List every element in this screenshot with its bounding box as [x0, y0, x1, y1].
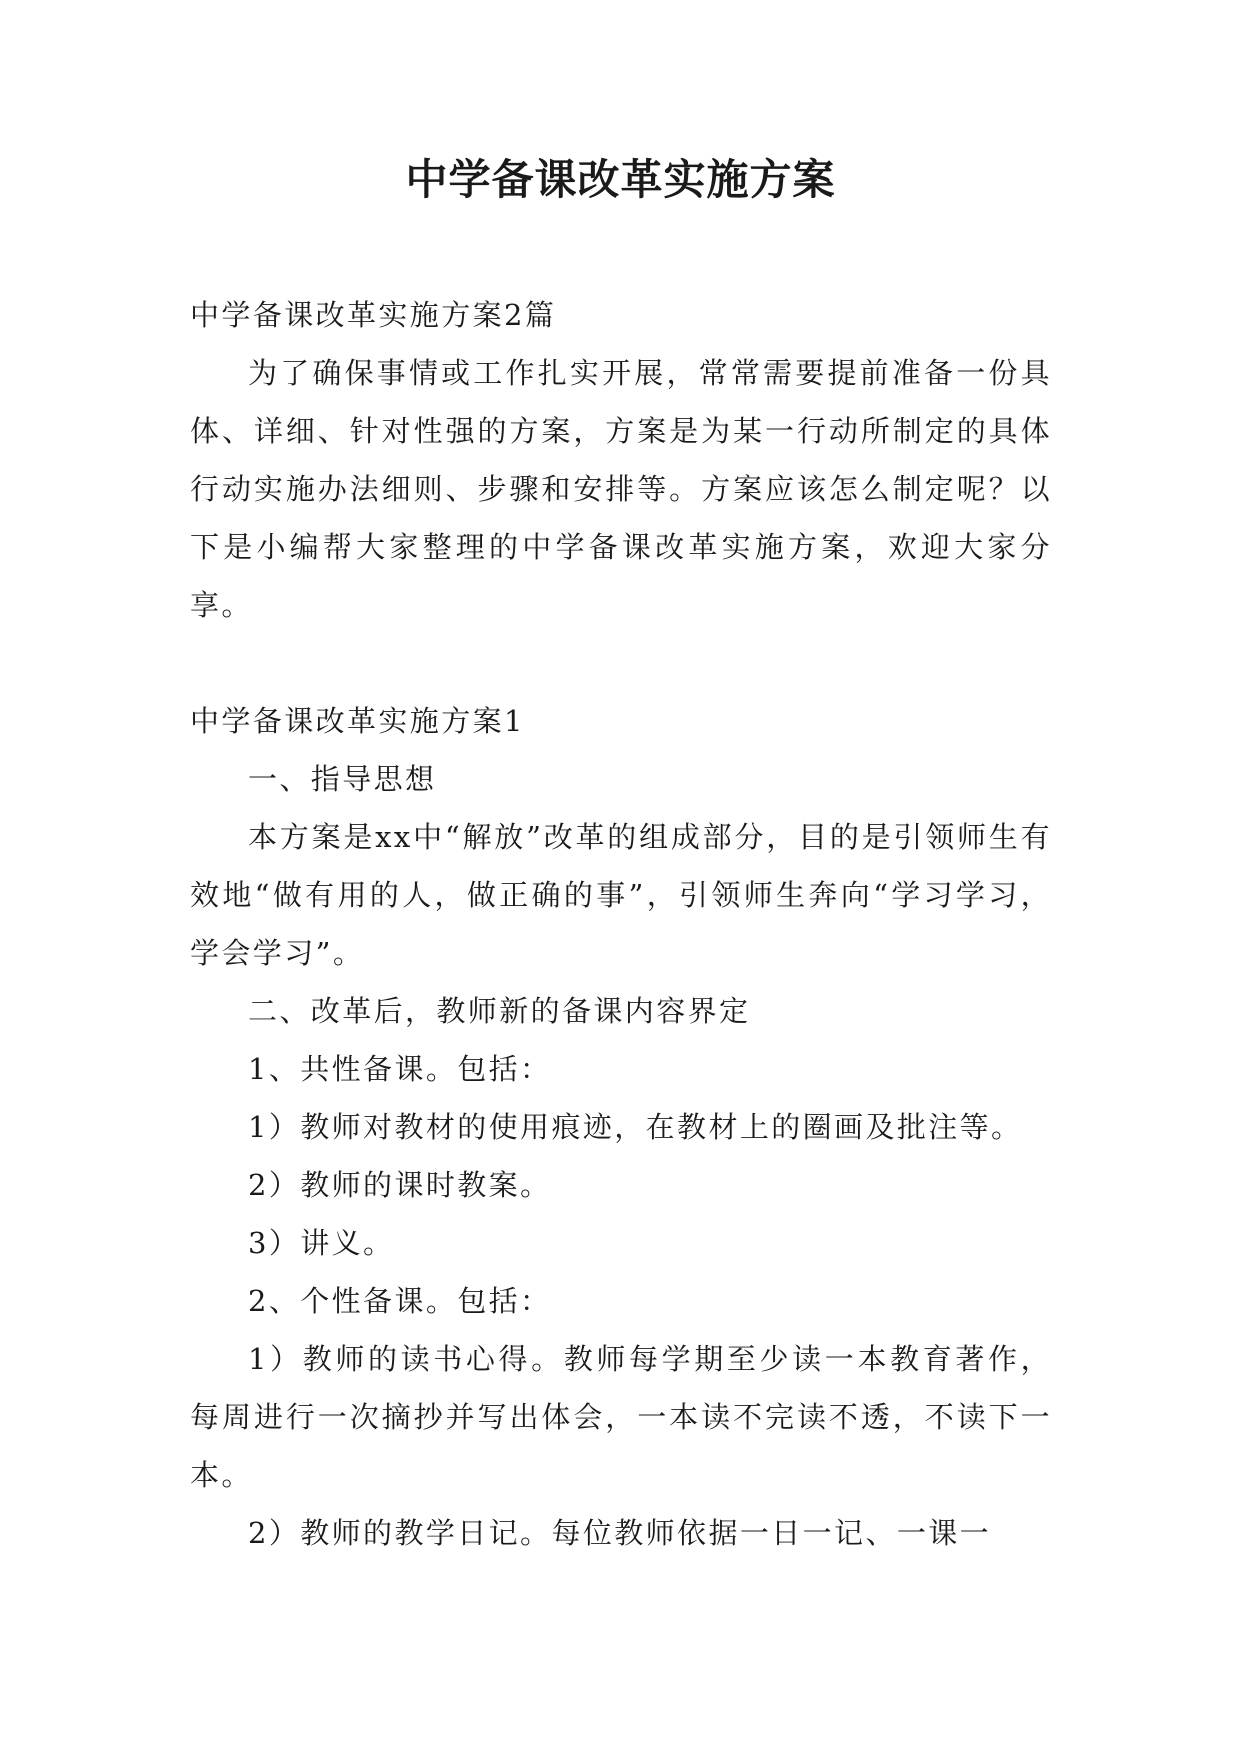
- intro-paragraph: 为了确保事情或工作扎实开展，常常需要提前准备一份具体、详细、针对性强的方案，方案是为某一行动所制定的具体行动实施办法细则、步骤和安排等。方案应该怎么制定呢？以下是小编帮大家整理的中学备课改革实施方案，欢迎大家分享。: [190, 356, 1052, 622]
- heading-lesson-content: 二、改革后，教师新的备课内容界定: [248, 994, 751, 1028]
- list-item: 1）教师对教材的使用痕迹，在教材上的圈画及批注等。: [248, 1110, 1023, 1144]
- subtitle-paragraph: 中学备课改革实施方案2篇: [190, 298, 557, 332]
- body-paragraph: 本方案是xx中“解放”改革的组成部分，目的是引领师生有效地“做有用的人，做正确的事”，引领师生奔向“学习学习，学会学习”。: [190, 820, 1052, 970]
- section-heading: 中学备课改革实施方案1: [190, 704, 525, 738]
- list-item: 3）讲义。: [248, 1226, 395, 1260]
- paragraph-spacer: [190, 634, 1052, 692]
- heading-guiding-ideology: 一、指导思想: [248, 762, 437, 796]
- list-item: 1）教师的读书心得。教师每学期至少读一本教育著作，每周进行一次摘抄并写出体会，一本读不完读不透，不读下一本。: [190, 1342, 1052, 1492]
- document-title: 中学备课改革实施方案: [405, 155, 836, 204]
- list-item: 1、共性备课。包括：: [248, 1052, 552, 1086]
- list-item: 2）教师的教学日记。每位教师依据一日一记、一课一: [248, 1516, 992, 1550]
- list-item: 2）教师的课时教案。: [248, 1168, 552, 1202]
- list-item: 2、个性备课。包括：: [248, 1284, 552, 1318]
- document-body: [190, 286, 1052, 1562]
